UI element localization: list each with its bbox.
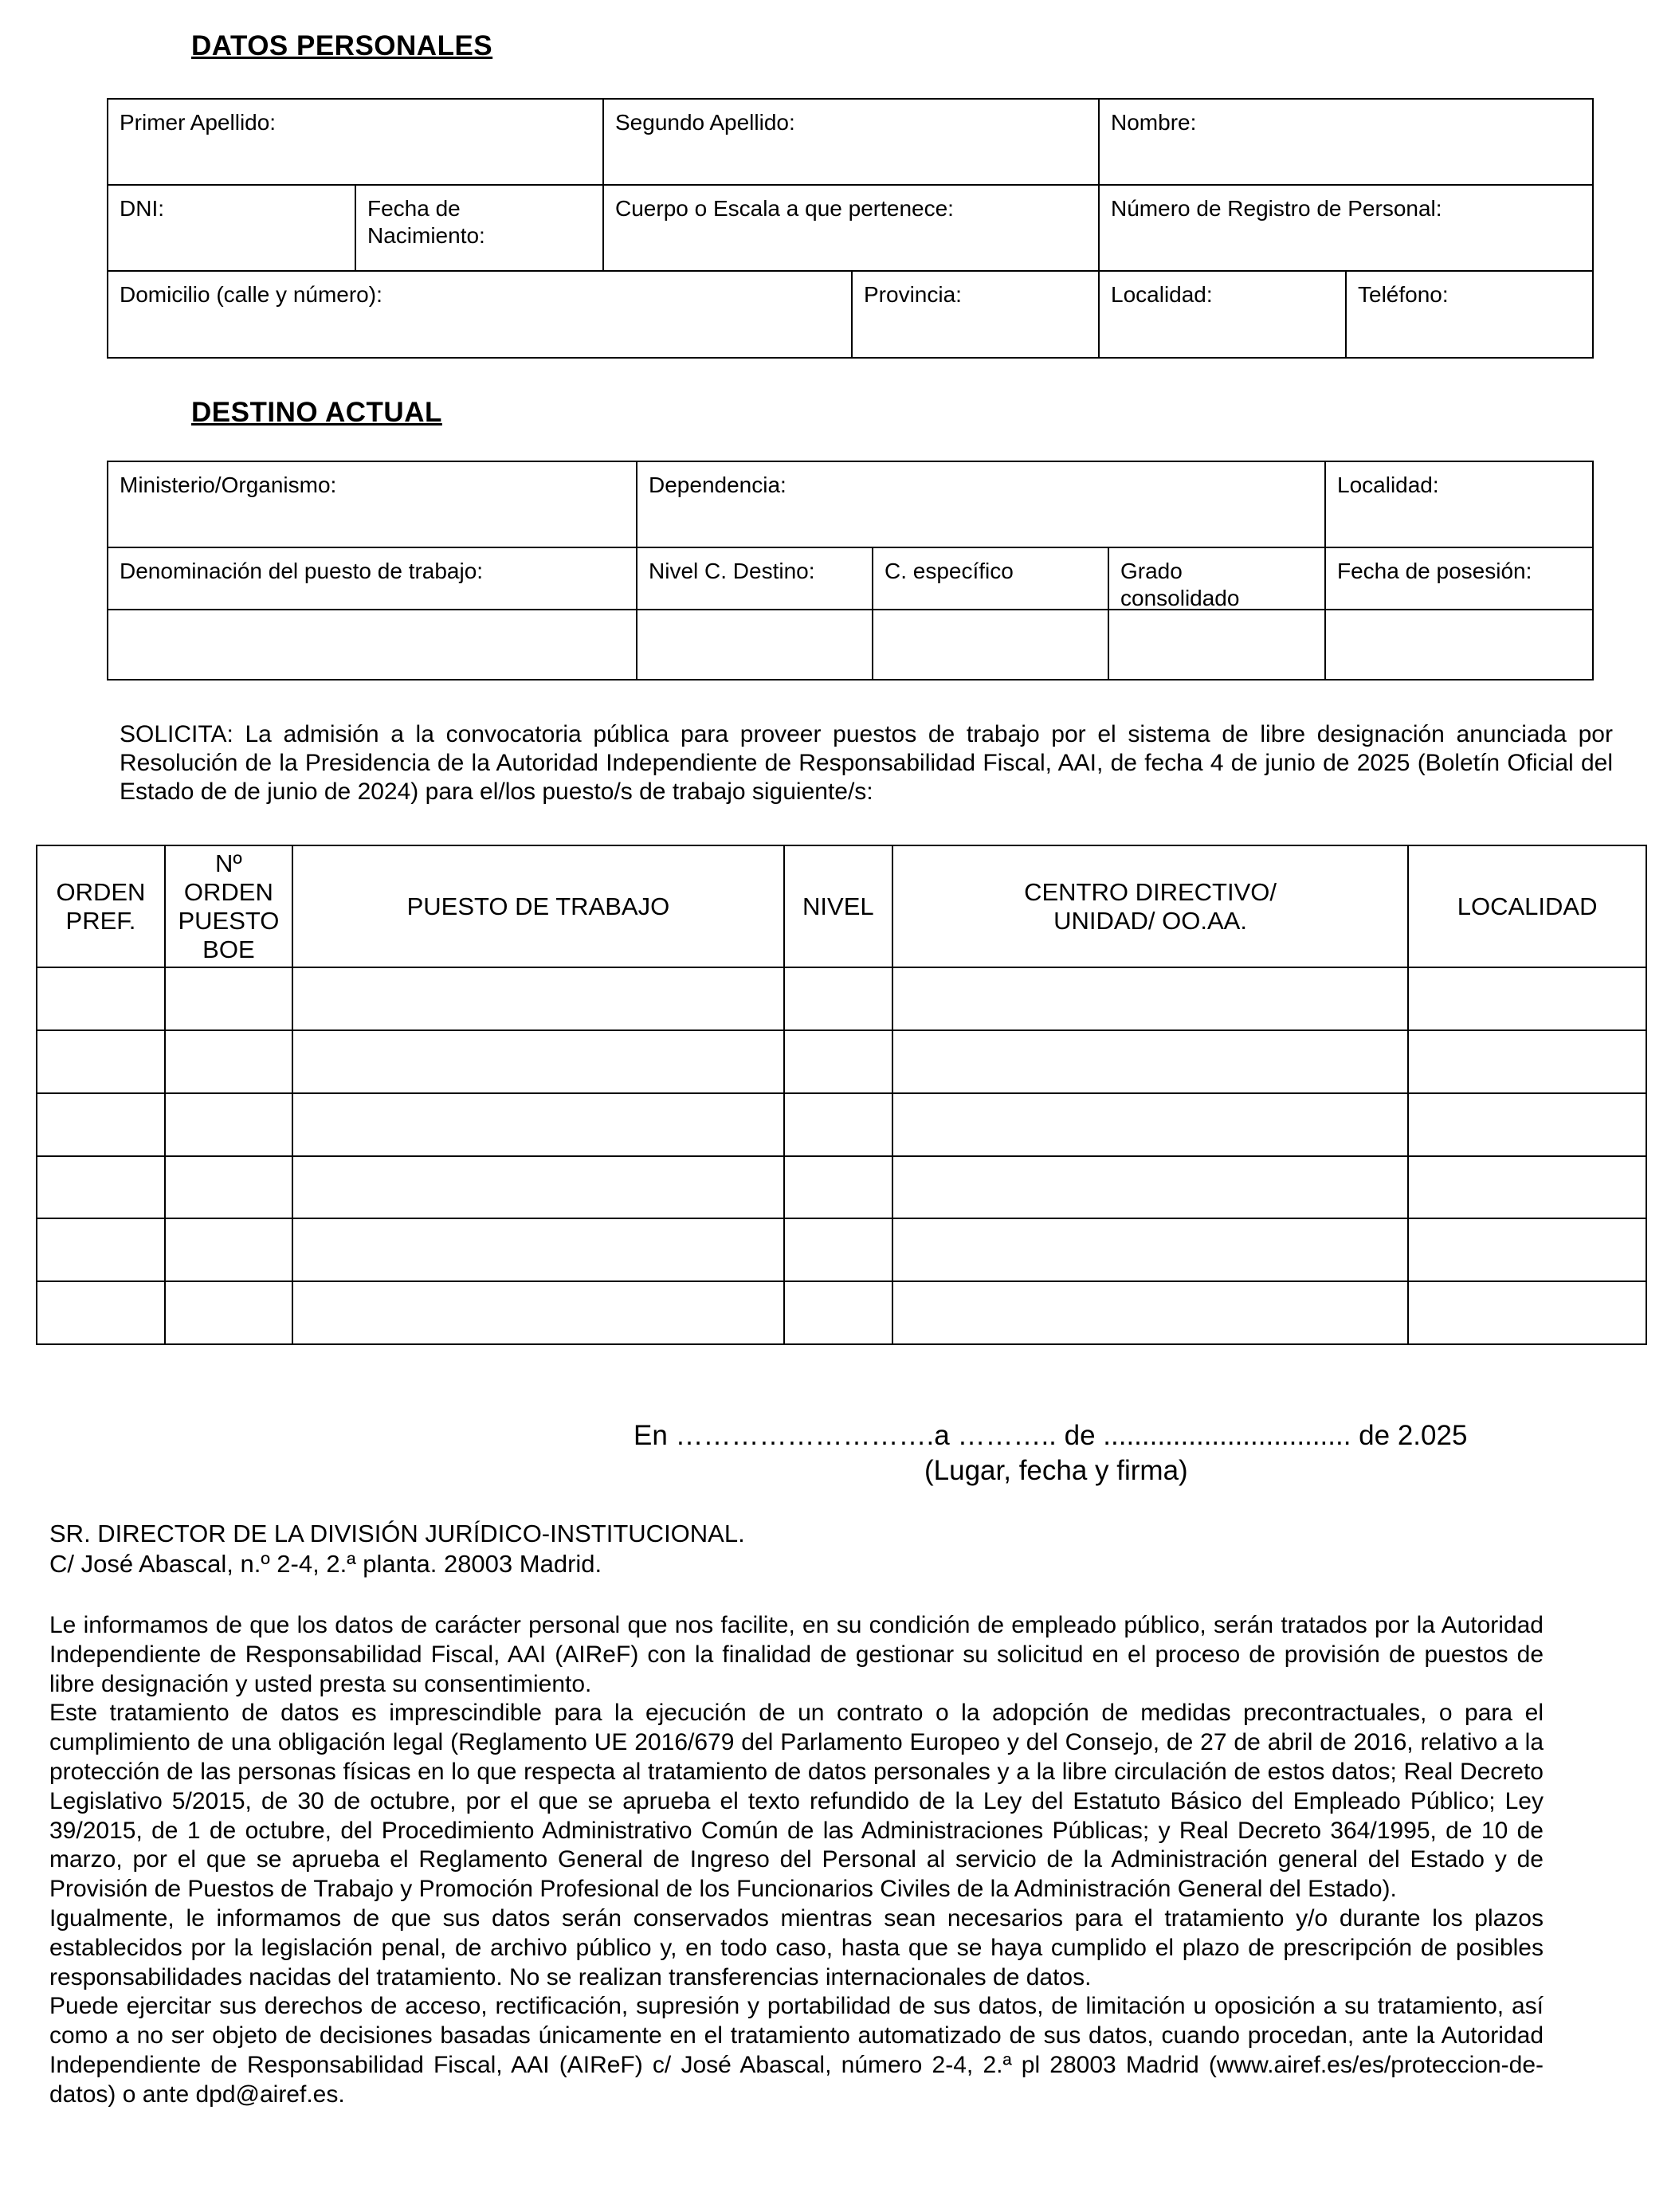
privacy-paragraph: Igualmente, le informamos de que sus datos serán conservados mientras sean necesarios para el tratamiento y/o durante los plazos establecidos por la legislación penal, de archivo público y, en todo caso, hasta que se haya cumplido el plazo de prescripción de posibles responsabilidades nacidas del tratamiento. No se realizan transferencias internacionales de datos. xyxy=(49,1904,1544,1990)
fecha-posesion-input[interactable] xyxy=(1324,609,1594,680)
nivel-header: NIVEL xyxy=(784,845,892,967)
cuerpo-escala-field[interactable] xyxy=(602,184,1100,272)
table-cell[interactable] xyxy=(784,1093,892,1156)
table-cell[interactable] xyxy=(165,1218,292,1281)
primer-apellido-field[interactable] xyxy=(107,98,604,186)
table-cell[interactable] xyxy=(165,1030,292,1093)
provincia-field[interactable] xyxy=(851,270,1100,359)
table-row xyxy=(37,1030,1646,1093)
table-cell[interactable] xyxy=(165,967,292,1030)
table-cell[interactable] xyxy=(165,1093,292,1156)
table-row xyxy=(37,1093,1646,1156)
table-cell[interactable] xyxy=(784,1218,892,1281)
table-cell[interactable] xyxy=(892,1218,1408,1281)
registro-personal-label: Número de Registro de Personal: xyxy=(1111,196,1442,221)
table-cell[interactable] xyxy=(784,1156,892,1219)
destino-actual-heading: DESTINO ACTUAL xyxy=(191,397,442,428)
table-cell[interactable] xyxy=(892,1093,1408,1156)
table-cell[interactable] xyxy=(892,967,1408,1030)
table-cell[interactable] xyxy=(37,1156,165,1219)
segundo-apellido-label: Segundo Apellido: xyxy=(615,110,795,135)
fecha-nacimiento-field[interactable] xyxy=(355,184,604,272)
primer-apellido-label: Primer Apellido: xyxy=(120,110,277,135)
provincia-label: Provincia: xyxy=(864,282,962,307)
addressee-title: SR. DIRECTOR DE LA DIVISIÓN JURÍDICO-INSTITUCIONAL. xyxy=(49,1520,745,1547)
table-cell[interactable] xyxy=(292,1093,784,1156)
table-cell[interactable] xyxy=(892,1030,1408,1093)
dni-label: DNI: xyxy=(120,196,164,221)
telefono-field[interactable] xyxy=(1345,270,1594,359)
table-cell[interactable] xyxy=(292,1281,784,1344)
localidad-label: Localidad: xyxy=(1111,282,1213,307)
table-cell[interactable] xyxy=(784,967,892,1030)
denominacion-puesto-header xyxy=(107,547,637,610)
privacy-paragraph: Puede ejercitar sus derechos de acceso, rectificación, supresión y portabilidad de sus datos, de limitación u oposición a su tratamiento, así como a no ser objeto de decisiones basadas únicamente en el tratamiento automatizado de sus datos, cuando procedan, ante la Autoridad Independiente de Responsabilidad Fiscal, AAI (AIReF) c/ José Abascal, número 2-4, 2.ª pl 28003 Madrid (www.airef.es/es/proteccion-de-datos) o ante dpd@airef.es. xyxy=(49,1993,1544,2108)
puesto-trabajo-header: PUESTO DE TRABAJO xyxy=(292,845,784,967)
ministerio-label: Ministerio/Organismo: xyxy=(120,473,337,497)
table-cell[interactable] xyxy=(292,1156,784,1219)
segundo-apellido-field[interactable] xyxy=(602,98,1100,186)
orden-puesto-boe-header: Nº ORDEN PUESTO BOE xyxy=(165,845,292,967)
table-cell[interactable] xyxy=(1408,1093,1646,1156)
table-cell[interactable] xyxy=(1408,1030,1646,1093)
signature-caption: (Lugar, fecha y firma) xyxy=(924,1455,1188,1486)
centro-directivo-header: CENTRO DIRECTIVO/ UNIDAD/ OO.AA. xyxy=(892,845,1408,967)
privacy-notice xyxy=(49,1611,1544,2110)
nivel-destino-label: Nivel C. Destino: xyxy=(649,559,815,583)
fecha-posesion-label: Fecha de posesión: xyxy=(1337,559,1532,583)
signature-line: En ……………………….a ……….. de ................................ de 2.025 xyxy=(634,1420,1468,1451)
table-cell[interactable] xyxy=(784,1030,892,1093)
cuerpo-escala-label: Cuerpo o Escala a que pertenece: xyxy=(615,196,954,221)
grado-consolidado-input[interactable] xyxy=(1108,609,1326,680)
especifico-input[interactable] xyxy=(872,609,1109,680)
nombre-label: Nombre: xyxy=(1111,110,1197,135)
privacy-paragraph: Este tratamiento de datos es imprescindible para la ejecución de un contrato o la adopción de medidas precontractuales, o para el cumplimiento de una obligación legal (Reglamento UE 2016/679 del Parlamento Europeo y del Consejo, de 27 de abril de 2016, relativo a la protección de las personas físicas en lo que respecta al tratamiento de datos personales y a la libre circulación de estos datos; Real Decreto Legislativo 5/2015, de 30 de octubre, por el que se aprueba el texto refundido de la Ley del Estatuto Básico del Empleado Público; Ley 39/2015, de 1 de octubre, del Procedimiento Administrativo Común de las Administraciones Públicas; y Real Decreto 364/1995, de 10 de marzo, por el que se aprueba el Reglamento General de Ingreso del Personal al servicio de la Administración general del Estado y de Provisión de Puestos de Trabajo y Promoción Profesional de los Funcionarios Civiles de la Administración General del Estado). xyxy=(49,1700,1544,1903)
especifico-label: C. específico xyxy=(885,559,1014,583)
table-row xyxy=(37,1218,1646,1281)
privacy-paragraph: Le informamos de que los datos de carácter personal que nos facilite, en su condición de empleado público, serán tratados por la Autoridad Independiente de Responsabilidad Fiscal, AAI (AIReF) con la finalidad de gestionar su solicitud en el proceso de provisión de puestos de libre designación y usted presta su consentimiento. xyxy=(49,1612,1544,1697)
table-cell[interactable] xyxy=(165,1156,292,1219)
table-cell[interactable] xyxy=(292,1030,784,1093)
nivel-destino-header xyxy=(636,547,873,610)
table-cell[interactable] xyxy=(1408,1156,1646,1219)
denominacion-puesto-input[interactable] xyxy=(107,609,637,680)
table-cell[interactable] xyxy=(892,1281,1408,1344)
table-row xyxy=(37,967,1646,1030)
table-cell[interactable] xyxy=(37,1030,165,1093)
destino-localidad-label: Localidad: xyxy=(1337,473,1439,497)
especifico-header xyxy=(872,547,1109,610)
table-cell[interactable] xyxy=(37,967,165,1030)
table-cell[interactable] xyxy=(37,1093,165,1156)
table-cell[interactable] xyxy=(37,1281,165,1344)
grado-consolidado-label: Grado consolidado xyxy=(1120,559,1240,610)
table-cell[interactable] xyxy=(784,1281,892,1344)
domicilio-field[interactable] xyxy=(107,270,853,359)
registro-personal-field[interactable] xyxy=(1098,184,1594,272)
table-row xyxy=(37,1281,1646,1344)
nivel-destino-input[interactable] xyxy=(636,609,873,680)
localidad-field[interactable] xyxy=(1098,270,1347,359)
nombre-field[interactable] xyxy=(1098,98,1594,186)
fecha-posesion-header xyxy=(1324,547,1594,610)
dni-field[interactable] xyxy=(107,184,356,272)
table-cell[interactable] xyxy=(165,1281,292,1344)
table-cell[interactable] xyxy=(1408,967,1646,1030)
addressee-address: C/ José Abascal, n.º 2-4, 2.ª planta. 28003 Madrid. xyxy=(49,1550,602,1578)
table-row xyxy=(37,1156,1646,1219)
table-cell[interactable] xyxy=(292,1218,784,1281)
table-cell[interactable] xyxy=(1408,1281,1646,1344)
table-cell[interactable] xyxy=(292,967,784,1030)
datos-personales-heading: DATOS PERSONALES xyxy=(191,30,493,61)
orden-pref-header: ORDEN PREF. xyxy=(37,845,165,967)
ministerio-field[interactable] xyxy=(107,461,637,548)
dependencia-label: Dependencia: xyxy=(649,473,787,497)
destino-localidad-field[interactable] xyxy=(1324,461,1594,548)
dependencia-field[interactable] xyxy=(636,461,1326,548)
localidad-header: LOCALIDAD xyxy=(1408,845,1646,967)
fecha-nacimiento-label: Fecha de Nacimiento: xyxy=(367,196,485,248)
table-cell[interactable] xyxy=(37,1218,165,1281)
denominacion-puesto-label: Denominación del puesto de trabajo: xyxy=(120,559,484,583)
domicilio-label: Domicilio (calle y número): xyxy=(120,282,382,307)
table-cell[interactable] xyxy=(892,1156,1408,1219)
telefono-label: Teléfono: xyxy=(1358,282,1449,307)
table-cell[interactable] xyxy=(1408,1218,1646,1281)
table-header-row xyxy=(37,845,1646,967)
solicita-paragraph: SOLICITA: La admisión a la convocatoria pública para proveer puestos de trabajo por el sistema de libre designación anunciada por Resolución de la Presidencia de la Autoridad Independiente de Responsabilidad Fiscal, AAI, de fecha 4 de junio de 2025 (Boletín Oficial del Estado de de junio de 2024) para el/los puesto/s de trabajo siguiente/s: xyxy=(120,721,1613,805)
puestos-table xyxy=(36,845,1647,1345)
grado-consolidado-header xyxy=(1108,547,1326,610)
